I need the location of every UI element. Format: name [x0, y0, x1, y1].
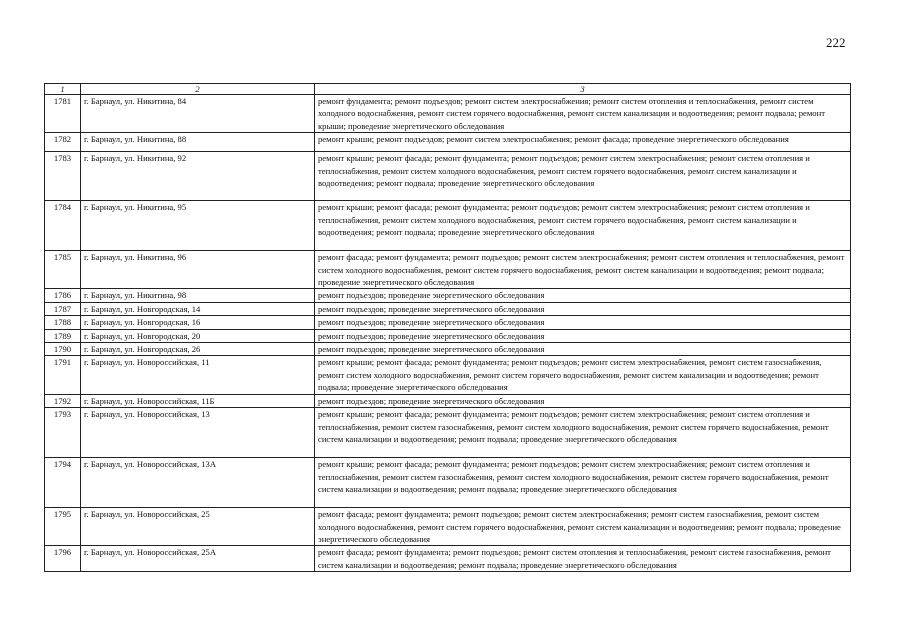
- row-number-cell: 1789: [45, 329, 81, 342]
- table-row: [45, 201, 851, 251]
- address-cell: г. Барнаул, ул. Новгородская, 14: [81, 302, 315, 315]
- table-row: [45, 508, 851, 546]
- row-number-cell: 1796: [45, 546, 81, 572]
- works-cell: ремонт подъездов; проведение энергетического обследования: [315, 343, 851, 356]
- works-cell: ремонт крыши; ремонт фасада; ремонт фундамента; ремонт подъездов; ремонт систем электроснабжения; ремонт систем отопления и теплоснабжения, ремонт систем газоснабжения, ремонт систем холодного водоснабжения, ремонт систем горячего водоснабжения, ремонт систем канализации и водоотведения; ремонт подвала; проведение энергетического обследования: [315, 458, 851, 508]
- works-cell: ремонт фасада; ремонт фундамента; ремонт подъездов; ремонт систем отопления и теплоснабжения, ремонт систем газоснабжения, ремонт систем канализации и водоотведения; ремонт подвала; проведение энергетического обследования: [315, 546, 851, 572]
- row-number-cell: 1792: [45, 394, 81, 407]
- address-cell: г. Барнаул, ул. Новороссийская, 11Б: [81, 394, 315, 407]
- column-header-2: 2: [81, 84, 315, 95]
- row-number-cell: 1781: [45, 95, 81, 133]
- table-row: [45, 289, 851, 302]
- table-row: [45, 356, 851, 394]
- table-row: [45, 329, 851, 342]
- row-number-cell: 1783: [45, 152, 81, 201]
- works-cell: ремонт фасада; ремонт фундамента; ремонт подъездов; ремонт систем электроснабжения; ремонт систем отопления и теплоснабжения, ремонт систем холодного водоснабжения, ремонт систем горячего водоснабжения, ремонт систем канализации и водоотведения; ремонт подвала; проведение энергетического обследования: [315, 251, 851, 289]
- works-cell: ремонт крыши; ремонт подъездов; ремонт систем электроснабжения; ремонт фасада; проведение энергетического обследования: [315, 133, 851, 152]
- table-row: [45, 152, 851, 201]
- table-row: [45, 343, 851, 356]
- column-header-3: 3: [315, 84, 851, 95]
- column-header-1: 1: [45, 84, 81, 95]
- page-number: 222: [826, 35, 846, 50]
- row-number-cell: 1787: [45, 302, 81, 315]
- address-cell: г. Барнаул, ул. Новороссийская, 13А: [81, 458, 315, 508]
- address-cell: г. Барнаул, ул. Новгородская, 16: [81, 316, 315, 329]
- table-header-row: [45, 84, 851, 95]
- address-cell: г. Барнаул, ул. Новгородская, 26: [81, 343, 315, 356]
- table-row: [45, 133, 851, 152]
- table-row: [45, 95, 851, 133]
- works-cell: ремонт крыши; ремонт фасада; ремонт фундамента; ремонт подъездов; ремонт систем электроснабжения; ремонт систем отопления и теплоснабжения, ремонт систем холодного водоснабжения, ремонт систем горячего водоснабжения, ремонт систем канализации и водоотведения; ремонт подвала; проведение энергетического обследования: [315, 201, 851, 251]
- works-cell: ремонт крыши; ремонт фасада; ремонт фундамента; ремонт подъездов; ремонт систем электроснабжения; ремонт систем отопления и теплоснабжения, ремонт систем газоснабжения, ремонт систем холодного водоснабжения, ремонт систем горячего водоснабжения, ремонт систем канализации и водоотведения; ремонт подвала; проведение энергетического обследования: [315, 408, 851, 458]
- works-cell: ремонт подъездов; проведение энергетического обследования: [315, 316, 851, 329]
- registry-table: [44, 83, 851, 572]
- row-number-cell: 1790: [45, 343, 81, 356]
- row-number-cell: 1784: [45, 201, 81, 251]
- address-cell: г. Барнаул, ул. Никитина, 95: [81, 201, 315, 251]
- address-cell: г. Барнаул, ул. Новороссийская, 11: [81, 356, 315, 394]
- table-row: [45, 408, 851, 458]
- table-row: [45, 394, 851, 407]
- works-cell: ремонт подъездов; проведение энергетического обследования: [315, 394, 851, 407]
- works-cell: ремонт подъездов; проведение энергетического обследования: [315, 302, 851, 315]
- address-cell: г. Барнаул, ул. Никитина, 84: [81, 95, 315, 133]
- row-number-cell: 1795: [45, 508, 81, 546]
- works-cell: ремонт фасада; ремонт фундамента; ремонт подъездов; ремонт систем электроснабжения; ремонт систем газоснабжения, ремонт систем холодного водоснабжения, ремонт систем горячего водоснабжения, ремонт систем канализации и водоотведения; ремонт подвала; проведение энергетического обследования: [315, 508, 851, 546]
- table-body: [45, 95, 851, 572]
- address-cell: г. Барнаул, ул. Новороссийская, 25: [81, 508, 315, 546]
- address-cell: г. Барнаул, ул. Никитина, 88: [81, 133, 315, 152]
- works-cell: ремонт крыши; ремонт фасада; ремонт фундамента; ремонт подъездов; ремонт систем электроснабжения, ремонт систем газоснабжения, ремонт систем холодного водоснабжения, ремонт систем горячего водоснабжения, ремонт систем канализации и водоотведения; ремонт подвала; проведение энергетического обследования: [315, 356, 851, 394]
- row-number-cell: 1782: [45, 133, 81, 152]
- works-cell: ремонт подъездов; проведение энергетического обследования: [315, 329, 851, 342]
- row-number-cell: 1793: [45, 408, 81, 458]
- address-cell: г. Барнаул, ул. Новороссийская, 13: [81, 408, 315, 458]
- table-row: [45, 251, 851, 289]
- address-cell: г. Барнаул, ул. Новороссийская, 25А: [81, 546, 315, 572]
- works-cell: ремонт фундамента; ремонт подъездов; ремонт систем электроснабжения; ремонт систем отопления и теплоснабжения, ремонт систем холодного водоснабжения, ремонт систем горячего водоснабжения, ремонт систем канализации и водоотведения; ремонт подвала; ремонт крыши; проведение энергетического обследования: [315, 95, 851, 133]
- table-row: [45, 302, 851, 315]
- row-number-cell: 1786: [45, 289, 81, 302]
- address-cell: г. Барнаул, ул. Никитина, 92: [81, 152, 315, 201]
- address-cell: г. Барнаул, ул. Никитина, 98: [81, 289, 315, 302]
- works-cell: ремонт крыши; ремонт фасада; ремонт фундамента; ремонт подъездов; ремонт систем электроснабжения; ремонт систем отопления и теплоснабжения, ремонт систем холодного водоснабжения, ремонт систем горячего водоснабжения, ремонт систем канализации и водоотведения; ремонт подвала; проведение энергетического обследования: [315, 152, 851, 201]
- table-row: [45, 458, 851, 508]
- row-number-cell: 1785: [45, 251, 81, 289]
- table-row: [45, 546, 851, 572]
- address-cell: г. Барнаул, ул. Новгородская, 20: [81, 329, 315, 342]
- works-cell: ремонт подъездов; проведение энергетического обследования: [315, 289, 851, 302]
- table-row: [45, 316, 851, 329]
- row-number-cell: 1788: [45, 316, 81, 329]
- row-number-cell: 1791: [45, 356, 81, 394]
- address-cell: г. Барнаул, ул. Никитина, 96: [81, 251, 315, 289]
- row-number-cell: 1794: [45, 458, 81, 508]
